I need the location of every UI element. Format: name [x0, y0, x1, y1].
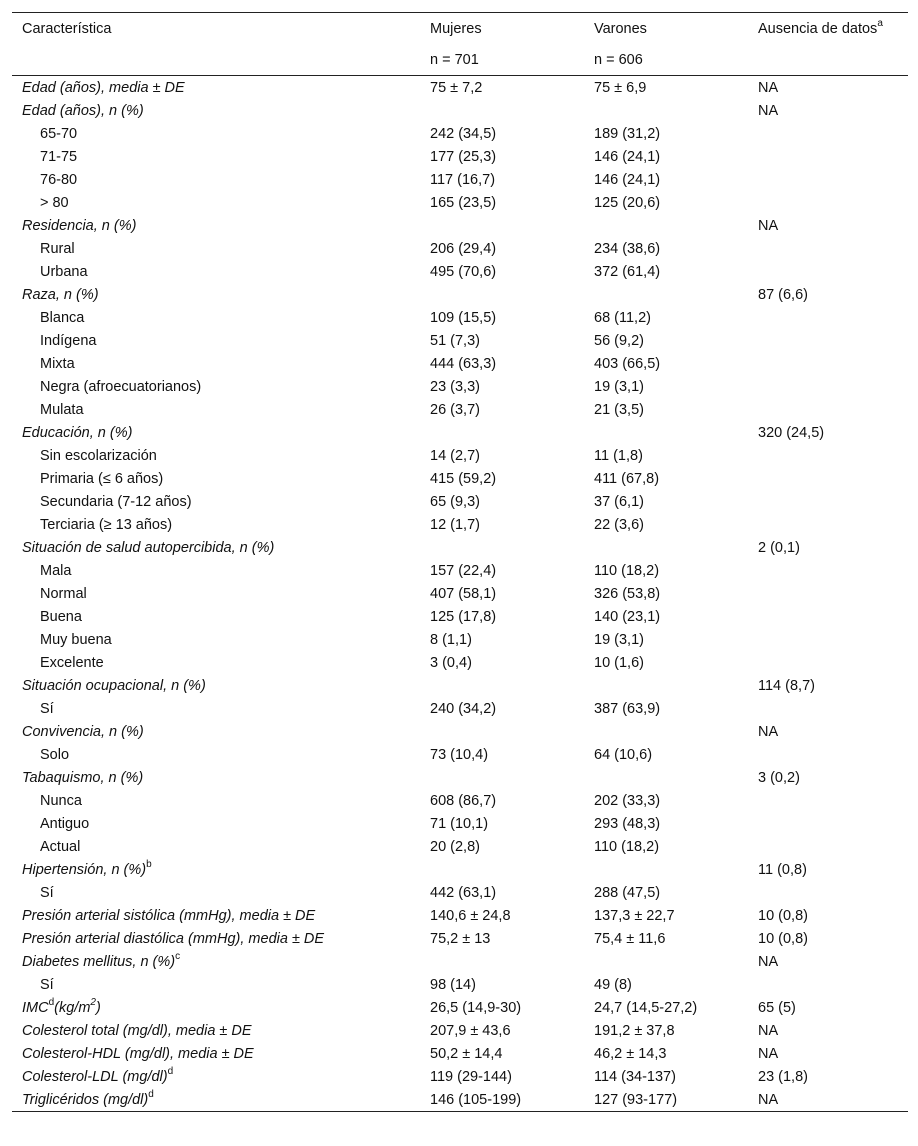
cell-missing: 11 (0,8) — [758, 861, 807, 878]
row-label-text: Muy buena — [40, 631, 112, 648]
cell-missing: NA — [758, 1045, 779, 1062]
row-label-text: Tabaquismo, n (%) — [22, 769, 144, 786]
cell-women: 442 (63,1) — [430, 884, 497, 901]
cell-missing: NA — [758, 1022, 779, 1039]
cell-missing — [748, 306, 908, 329]
cell-women: 444 (63,3) — [430, 355, 497, 372]
cell-missing — [748, 559, 908, 582]
cell-missing — [748, 375, 908, 398]
cell-men: 46,2 ± 14,3 — [594, 1045, 667, 1062]
cell-men: 11 (1,8) — [594, 447, 643, 464]
row-label — [12, 1042, 420, 1065]
cell-women: 119 (29-144) — [430, 1068, 512, 1085]
table-subrow — [12, 168, 908, 191]
cell-women: 125 (17,8) — [430, 608, 497, 625]
cell-women: 242 (34,5) — [430, 125, 497, 142]
table-subrow — [12, 467, 908, 490]
row-label-footnote: d — [167, 1065, 174, 1077]
cell-men: 326 (53,8) — [594, 585, 661, 602]
row-label — [12, 628, 420, 651]
header-n-women: n = 701 — [420, 44, 584, 76]
header-n-men: n = 606 — [584, 44, 748, 76]
cell-men: 411 (67,8) — [594, 470, 660, 487]
table-subrow — [12, 329, 908, 352]
cell-men: 293 (48,3) — [594, 815, 661, 832]
row-label-unit-close: ) — [95, 999, 101, 1016]
row-label-text: Excelente — [40, 654, 104, 671]
cell-missing — [748, 260, 908, 283]
table-subrow — [12, 375, 908, 398]
row-label-text: Hipertensión, n (%) — [22, 861, 147, 878]
cell-women: 415 (59,2) — [430, 470, 497, 487]
cell-missing — [748, 881, 908, 904]
row-label-text: Situación de salud autopercibida, n (%) — [22, 539, 275, 556]
cell-missing: NA — [758, 217, 779, 234]
cell-men — [584, 421, 748, 444]
cell-women: 20 (2,8) — [430, 838, 480, 855]
row-label-text: Mala — [40, 562, 72, 579]
row-label — [12, 858, 420, 881]
cell-men — [584, 99, 748, 122]
cell-women: 240 (34,2) — [430, 700, 497, 717]
row-label — [12, 674, 420, 697]
header-characteristic: Característica — [12, 13, 420, 45]
cell-men: 64 (10,6) — [594, 746, 653, 763]
row-label-text: 76-80 — [40, 171, 78, 188]
cell-missing — [748, 191, 908, 214]
row-label-text: Solo — [40, 746, 70, 763]
row-label — [12, 1088, 420, 1112]
row-label — [12, 329, 420, 352]
cell-men: 22 (3,6) — [594, 516, 644, 533]
cell-missing — [748, 513, 908, 536]
row-label-text: Antiguo — [40, 815, 90, 832]
row-label — [12, 835, 420, 858]
row-label-text: Mixta — [40, 355, 75, 372]
row-label-text: Sí — [40, 976, 54, 993]
table-row — [12, 674, 908, 697]
table-row — [12, 536, 908, 559]
table-subrow — [12, 260, 908, 283]
cell-women: 608 (86,7) — [430, 792, 497, 809]
cell-missing: 23 (1,8) — [758, 1068, 808, 1085]
cell-missing — [748, 697, 908, 720]
cell-missing — [748, 237, 908, 260]
cell-men: 114 (34-137) — [594, 1068, 676, 1085]
row-label-text: Colesterol-HDL (mg/dl), media ± DE — [22, 1045, 254, 1062]
table-row — [12, 927, 908, 950]
row-label — [12, 1019, 420, 1042]
header-row — [12, 13, 908, 45]
cell-women: 407 (58,1) — [430, 585, 497, 602]
cell-men: 234 (38,6) — [594, 240, 661, 257]
cell-women: 73 (10,4) — [430, 746, 489, 763]
cell-women: 65 (9,3) — [430, 493, 480, 510]
table-subrow — [12, 444, 908, 467]
cell-men — [584, 283, 748, 306]
cell-women: 98 (14) — [430, 976, 476, 993]
cell-men: 189 (31,2) — [594, 125, 661, 142]
row-label-text: Sí — [40, 884, 54, 901]
cell-missing: 320 (24,5) — [758, 424, 825, 441]
table-subrow — [12, 122, 908, 145]
cell-women: 75,2 ± 13 — [430, 930, 491, 947]
table-subrow — [12, 513, 908, 536]
header-n-row — [12, 44, 908, 76]
cell-men — [584, 950, 748, 973]
table-subrow — [12, 145, 908, 168]
cell-women — [420, 674, 584, 697]
table-row — [12, 1088, 908, 1112]
cell-missing — [748, 467, 908, 490]
row-label-text: Convivencia, n (%) — [22, 723, 144, 740]
cell-missing — [748, 168, 908, 191]
table-subrow — [12, 651, 908, 674]
row-label — [12, 950, 420, 973]
table-row — [12, 214, 908, 237]
cell-missing: NA — [758, 723, 779, 740]
cell-women: 140,6 ± 24,8 — [430, 907, 511, 924]
cell-women: 26 (3,7) — [430, 401, 480, 418]
cell-women: 8 (1,1) — [430, 631, 472, 648]
row-label — [12, 720, 420, 743]
table-row — [12, 1065, 908, 1088]
row-label-unit: (kg/m — [54, 999, 91, 1016]
row-label-text: Presión arterial diastólica (mmHg), media ± DE — [22, 930, 325, 947]
cell-missing: NA — [758, 953, 779, 970]
header-n-empty-2 — [748, 44, 908, 76]
row-label — [12, 697, 420, 720]
row-label — [12, 881, 420, 904]
table-row — [12, 283, 908, 306]
cell-men: 21 (3,5) — [594, 401, 644, 418]
table-subrow — [12, 789, 908, 812]
header-n-empty — [12, 44, 420, 76]
table-subrow — [12, 812, 908, 835]
row-label — [12, 743, 420, 766]
row-label-text: Triglicéridos (mg/dl) — [22, 1091, 149, 1108]
cell-men: 387 (63,9) — [594, 700, 661, 717]
row-label — [12, 651, 420, 674]
row-label — [12, 214, 420, 237]
row-label-text: Indígena — [40, 332, 97, 349]
cell-missing — [748, 973, 908, 996]
cell-women — [420, 720, 584, 743]
cell-men: 19 (3,1) — [594, 631, 644, 648]
cell-missing — [748, 628, 908, 651]
row-label — [12, 904, 420, 927]
row-label — [12, 490, 420, 513]
cell-missing — [748, 444, 908, 467]
row-label — [12, 122, 420, 145]
row-label-text: Blanca — [40, 309, 85, 326]
row-label-text: Residencia, n (%) — [22, 217, 137, 234]
table-row — [12, 720, 908, 743]
row-label — [12, 766, 420, 789]
row-label — [12, 306, 420, 329]
row-label-text: 65-70 — [40, 125, 78, 142]
row-label-text: Urbana — [40, 263, 88, 280]
row-label-footnote: d — [148, 1088, 154, 1100]
row-label — [12, 973, 420, 996]
row-label — [12, 513, 420, 536]
table-subrow — [12, 605, 908, 628]
row-label — [12, 352, 420, 375]
table-subrow — [12, 398, 908, 421]
cell-women — [420, 950, 584, 973]
cell-missing — [748, 743, 908, 766]
cell-women: 109 (15,5) — [430, 309, 497, 326]
row-label-text: 71-75 — [40, 148, 78, 165]
cell-men: 110 (18,2) — [594, 838, 660, 855]
cell-men: 49 (8) — [594, 976, 632, 993]
header-men: Varones — [584, 13, 748, 45]
cell-missing — [748, 812, 908, 835]
header-missing-data — [748, 13, 908, 45]
table-subrow — [12, 628, 908, 651]
row-label-text: Nunca — [40, 792, 82, 809]
cell-men: 56 (9,2) — [594, 332, 644, 349]
cell-men: 68 (11,2) — [594, 309, 651, 326]
table-row — [12, 1042, 908, 1065]
cell-men: 372 (61,4) — [594, 263, 661, 280]
cell-men: 75,4 ± 11,6 — [594, 930, 666, 947]
table-row — [12, 858, 908, 881]
cell-missing: NA — [748, 1088, 908, 1112]
cell-missing — [748, 835, 908, 858]
row-label-text: Sí — [40, 700, 54, 717]
cell-women — [420, 766, 584, 789]
row-label-text: Buena — [40, 608, 82, 625]
cell-men — [584, 674, 748, 697]
cell-men: 75 ± 6,9 — [594, 79, 647, 96]
row-label-text: Primaria (≤ 6 años) — [40, 470, 164, 487]
row-label — [12, 421, 420, 444]
row-label-text: Negra (afroecuatorianos) — [40, 378, 202, 395]
cell-women: 75 ± 7,2 — [430, 79, 483, 96]
cell-women — [420, 283, 584, 306]
table-subrow — [12, 881, 908, 904]
cell-women: 71 (10,1) — [430, 815, 489, 832]
row-label-text: Colesterol-LDL (mg/dl) — [22, 1068, 168, 1085]
table-header — [12, 13, 908, 76]
cell-men — [584, 214, 748, 237]
cell-missing — [748, 122, 908, 145]
table-row — [12, 950, 908, 973]
row-label — [12, 76, 420, 100]
cell-missing — [748, 789, 908, 812]
cell-women: 177 (25,3) — [430, 148, 497, 165]
table-subrow — [12, 743, 908, 766]
cell-women: 206 (29,4) — [430, 240, 497, 257]
cell-missing — [748, 651, 908, 674]
cell-men — [584, 858, 748, 881]
cell-men: 10 (1,6) — [594, 654, 644, 671]
cell-missing — [748, 398, 908, 421]
cell-missing: 10 (0,8) — [758, 907, 808, 924]
table-subrow — [12, 835, 908, 858]
cell-missing — [748, 329, 908, 352]
table-row — [12, 76, 908, 100]
cell-women: 157 (22,4) — [430, 562, 497, 579]
header-women: Mujeres — [420, 13, 584, 45]
cell-men: 24,7 (14,5-27,2) — [594, 999, 698, 1016]
table-row — [12, 1019, 908, 1042]
cell-men: 191,2 ± 37,8 — [594, 1022, 675, 1039]
row-label-text: Rural — [40, 240, 75, 257]
cell-men: 140 (23,1) — [594, 608, 661, 625]
cell-women — [420, 536, 584, 559]
cell-women: 117 (16,7) — [430, 171, 496, 188]
cell-men: 403 (66,5) — [594, 355, 661, 372]
row-label — [12, 283, 420, 306]
row-label — [12, 927, 420, 950]
row-label — [12, 398, 420, 421]
row-label-text: Presión arterial sistólica (mmHg), media ± DE — [22, 907, 316, 924]
row-label-text: IMC — [22, 999, 49, 1016]
row-label — [12, 467, 420, 490]
row-label — [12, 996, 420, 1019]
row-label — [12, 789, 420, 812]
cell-men: 37 (6,1) — [594, 493, 644, 510]
row-label-exponent: 2 — [90, 996, 96, 1008]
cell-women — [420, 214, 584, 237]
row-label-text: Diabetes mellitus, n (%) — [22, 953, 176, 970]
cell-men: 110 (18,2) — [594, 562, 660, 579]
table-subrow — [12, 490, 908, 513]
row-label — [12, 1065, 420, 1088]
cell-women: 3 (0,4) — [430, 654, 472, 671]
row-label-text: Colesterol total (mg/dl), media ± DE — [22, 1022, 252, 1039]
table-row — [12, 766, 908, 789]
table-subrow — [12, 306, 908, 329]
header-missing-footnote: a — [877, 17, 883, 29]
row-label-text: > 80 — [40, 194, 69, 211]
cell-men — [584, 536, 748, 559]
row-label-footnote: b — [146, 858, 152, 870]
row-label — [12, 444, 420, 467]
row-label-text: Edad (años), media ± DE — [22, 79, 185, 96]
cell-women: 146 (105-199) — [420, 1088, 584, 1112]
cell-missing — [748, 352, 908, 375]
cell-missing — [748, 490, 908, 513]
table-subrow — [12, 697, 908, 720]
table-subrow — [12, 582, 908, 605]
row-label-text: Actual — [40, 838, 81, 855]
cell-men: 146 (24,1) — [594, 148, 661, 165]
row-label — [12, 260, 420, 283]
row-label — [12, 375, 420, 398]
cell-missing: NA — [758, 79, 779, 96]
cell-women: 495 (70,6) — [430, 263, 497, 280]
row-label — [12, 559, 420, 582]
row-label — [12, 191, 420, 214]
cell-women: 23 (3,3) — [430, 378, 480, 395]
table-row — [12, 421, 908, 444]
table-subrow — [12, 237, 908, 260]
cell-missing: 87 (6,6) — [758, 286, 808, 303]
table-row — [12, 996, 908, 1019]
cell-women: 165 (23,5) — [430, 194, 497, 211]
row-label-text: Terciaria (≥ 13 años) — [40, 516, 173, 533]
cell-men: 288 (47,5) — [594, 884, 661, 901]
cell-men — [584, 720, 748, 743]
cell-missing: 10 (0,8) — [758, 930, 808, 947]
cell-men: 202 (33,3) — [594, 792, 661, 809]
row-label — [12, 168, 420, 191]
row-label — [12, 145, 420, 168]
cell-men: 137,3 ± 22,7 — [594, 907, 675, 924]
row-label — [12, 812, 420, 835]
cell-women: 207,9 ± 43,6 — [430, 1022, 511, 1039]
row-label-text: Normal — [40, 585, 87, 602]
row-label-text: Mulata — [40, 401, 84, 418]
cell-men: 19 (3,1) — [594, 378, 644, 395]
cell-men: 127 (93-177) — [584, 1088, 748, 1112]
cell-men — [584, 766, 748, 789]
cell-men: 125 (20,6) — [594, 194, 661, 211]
row-label-text: Situación ocupacional, n (%) — [22, 677, 206, 694]
cell-missing: 2 (0,1) — [758, 539, 800, 556]
table-subrow — [12, 559, 908, 582]
row-label — [12, 582, 420, 605]
row-label-text: Sin escolarización — [40, 447, 157, 464]
row-label — [12, 99, 420, 122]
table-subrow — [12, 191, 908, 214]
cell-missing — [748, 145, 908, 168]
cell-missing: NA — [758, 102, 779, 119]
table-row — [12, 99, 908, 122]
cell-missing: 3 (0,2) — [758, 769, 800, 786]
row-label-footnote: c — [175, 950, 181, 962]
row-label-text: Edad (años), n (%) — [22, 102, 144, 119]
cell-women: 51 (7,3) — [430, 332, 480, 349]
table-subrow — [12, 973, 908, 996]
cell-women: 50,2 ± 14,4 — [430, 1045, 503, 1062]
table-row — [12, 904, 908, 927]
row-label — [12, 605, 420, 628]
row-label-footnote: d — [48, 996, 55, 1008]
characteristics-table — [12, 12, 908, 1112]
cell-women: 12 (1,7) — [430, 516, 480, 533]
row-label-text: Secundaria (7-12 años) — [40, 493, 192, 510]
cell-women — [420, 858, 584, 881]
row-label — [12, 237, 420, 260]
row-label-text: Raza, n (%) — [22, 286, 99, 303]
cell-missing — [748, 605, 908, 628]
row-label — [12, 536, 420, 559]
cell-women: 26,5 (14,9-30) — [430, 999, 522, 1016]
cell-women: 14 (2,7) — [430, 447, 480, 464]
row-label-text: Educación, n (%) — [22, 424, 133, 441]
table-subrow — [12, 352, 908, 375]
cell-women — [420, 421, 584, 444]
cell-missing — [748, 582, 908, 605]
cell-women — [420, 99, 584, 122]
table-body — [12, 76, 908, 1112]
cell-missing: 114 (8,7) — [758, 677, 815, 694]
cell-missing: 65 (5) — [758, 999, 796, 1016]
cell-men: 146 (24,1) — [594, 171, 661, 188]
header-missing-label: Ausencia de datos — [758, 20, 878, 37]
